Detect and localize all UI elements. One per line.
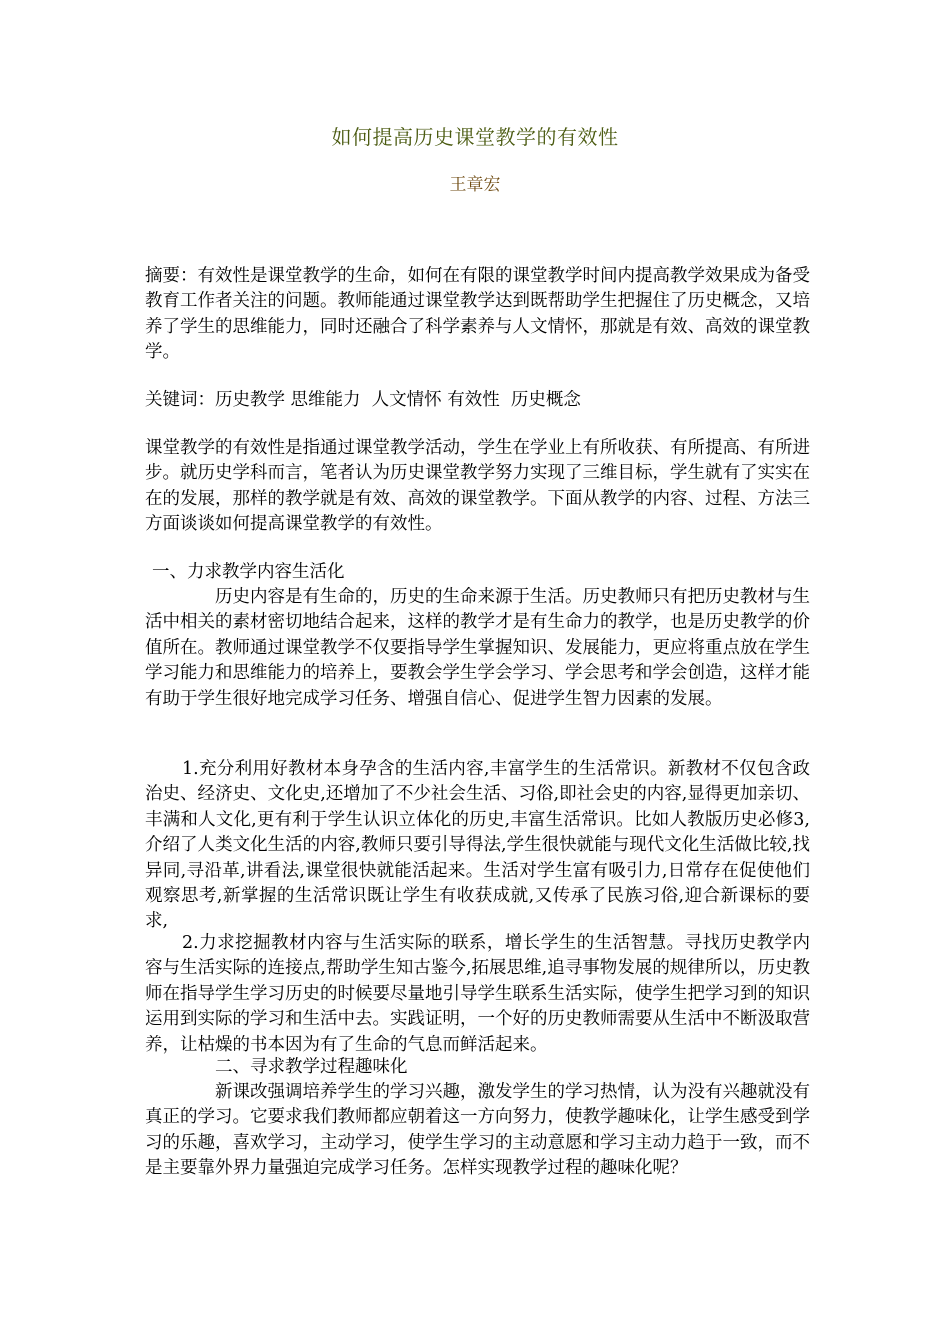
section1-body: 历史内容是有生命的，历史的生命来源于生活。历史教师只有把历史教材与生活中相关的素材密切地结合起来，这样的教学才是有生命力的教学，也是历史教学的价值所在。教师通过课堂教学不仅要指导学生掌握知识、发展能力，更应将重点放在学生学习能力和思维能力的培养上，要教会学生学会学习、学会思考和学会创造，这样才能有助于学生很好地完成学习任务、增强自信心、促进学生智力因素的发展。 — [145, 587, 810, 709]
section1-item1: 1.充分利用好教材本身孕含的生活内容,丰富学生的生活常识。新教材不仅包含政治史、经济史、文化史,还增加了不少社会生活、习俗,即社会史的内容,显得更加亲切、丰满和人文化,更有利于学生认识立体化的历史,丰富生活常识。比如人教版历史必修3,介绍了人类文化生活的内容,教师只要引导得法,学生很快就能与现代文化生活做比较,找异同,寻沿革,讲看法,课堂很快就能活起来。生活对学生富有吸引力,日常存在促使他们观察思考,新掌握的生活常识既让学生有收获成就,又传承了民族习俗,迎合新课标的要求, — [145, 759, 810, 932]
intro-paragraph: 课堂教学的有效性是指通过课堂教学活动，学生在学业上有所收获、有所提高、有所进步。就历史学科而言，笔者认为历史课堂教学努力实现了三维目标，学生就有了实实在在的发展，那样的教学就是有效、高效的课堂教学。下面从教学的内容、过程、方法三方面谈谈如何提高课堂教学的有效性。 — [145, 438, 810, 535]
section1-heading: 一、力求教学内容生活化 — [152, 562, 345, 582]
keywords-line: 关键词：历史教学 思维能力 人文情怀 有效性 历史概念 — [145, 390, 581, 410]
section2-heading: 二、寻求教学过程趣味化 — [215, 1057, 408, 1077]
document-author: 王章宏 — [449, 175, 501, 195]
section1-item2: 2.力求挖掘教材内容与生活实际的联系，增长学生的生活智慧。寻找历史教学内容与生活实际的连接点,帮助学生知古鉴今,拓展思维,追寻事物发展的规律所以，历史教师在指导学生学习历史的时候要尽量地引导学生联系生活实际，使学生把学习到的知识运用到实际的学习和生活中去。实践证明，一个好的历史教师需要从生活中不断汲取营养，让枯燥的书本因为有了生命的气息而鲜活起来。 — [145, 933, 810, 1055]
abstract-paragraph: 摘要：有效性是课堂教学的生命，如何在有限的课堂教学时间内提高教学效果成为备受教育工作者关注的问题。教师能通过课堂教学达到既帮助学生把握住了历史概念，又培养了学生的思维能力，同时还融合了科学素养与人文情怀，那就是有效、高效的课堂教学。 — [145, 266, 810, 363]
document-title: 如何提高历史课堂教学的有效性 — [331, 125, 619, 149]
section2-body: 新课改强调培养学生的学习兴趣，激发学生的学习热情，认为没有兴趣就没有真正的学习。它要求我们教师都应朝着这一方向努力，使教学趣味化，让学生感受到学习的乐趣，喜欢学习，主动学习，使学生学习的主动意愿和学习主动力趋于一致，而不是主要靠外界力量强迫完成学习任务。怎样实现教学过程的趣味化呢？ — [145, 1082, 810, 1179]
